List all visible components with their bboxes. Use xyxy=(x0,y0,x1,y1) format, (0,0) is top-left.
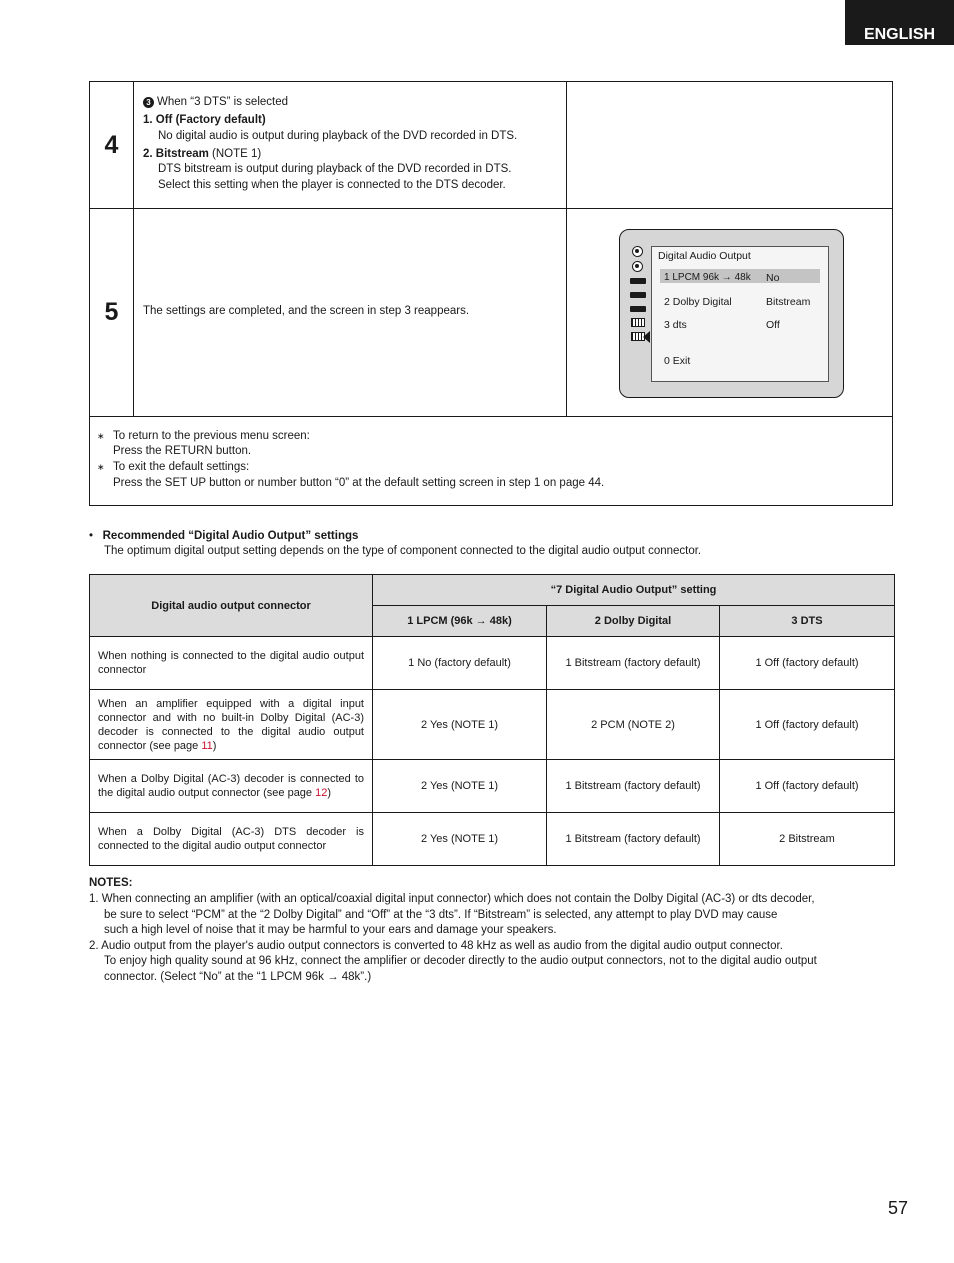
settings-table xyxy=(89,574,895,866)
settings-bar-icon xyxy=(630,278,646,284)
table-row xyxy=(90,690,895,760)
row-description: When nothing is connected to the digital audio output connector xyxy=(90,637,373,690)
cell-lpcm: 2 Yes (NOTE 1) xyxy=(373,813,547,866)
osd-exit: 0 Exit xyxy=(664,355,691,367)
disc-icon xyxy=(632,246,643,257)
note-1-title: To return to the previous menu screen: xyxy=(113,430,310,442)
step-4-text xyxy=(134,82,567,208)
step-5-description: The settings are completed, and the screen in step 3 reappears. xyxy=(143,305,470,317)
row-description: When a Dolby Digital (AC-3) decoder is connected to the digital audio output connector (see page 12) xyxy=(90,760,373,813)
selector-text: When “3 DTS” is selected xyxy=(157,96,289,108)
cell-lpcm: 2 Yes (NOTE 1) xyxy=(373,760,547,813)
page-link[interactable]: 12 xyxy=(315,787,328,799)
table-row xyxy=(90,637,895,690)
selector-line xyxy=(143,94,288,110)
osd-row-label: 2 Dolby Digital xyxy=(664,296,732,308)
cell-dts: 1 Off (factory default) xyxy=(720,760,895,813)
note-2-line-3: connector. (Select “No” at the “1 LPCM 96k → 48k”.) xyxy=(104,971,372,983)
language-tab: ENGLISH xyxy=(845,0,954,45)
note-2-action: Press the SET UP button or number button “0” at the default setting screen in step 1 on page 44. xyxy=(113,477,605,489)
row-description: When a Dolby Digital (AC-3) DTS decoder is connected to the digital audio output connector xyxy=(90,813,373,866)
note-1-line-3: such a high level of noise that it may be harmful to your ears and damage your speakers. xyxy=(104,924,557,936)
header-lpcm: 1 LPCM (96k → 48k) xyxy=(373,606,547,637)
pointer-icon xyxy=(643,331,650,343)
header-dolby: 2 Dolby Digital xyxy=(547,606,720,637)
notes-heading: NOTES: xyxy=(89,877,133,889)
cell-dolby: 1 Bitstream (factory default) xyxy=(547,760,720,813)
osd-screen xyxy=(619,229,844,398)
circled-number-icon: 3 xyxy=(143,97,154,108)
recommended-intro: The optimum digital output setting depends on the type of component connected to the digital audio output connector. xyxy=(104,545,702,557)
step-5-text xyxy=(134,209,567,416)
settings-bar-icon xyxy=(630,292,646,298)
header-connector: Digital audio output connector xyxy=(90,575,373,637)
cell-dolby: 1 Bitstream (factory default) xyxy=(547,813,720,866)
step-number: 4 xyxy=(90,82,134,208)
osd-row-label: 1 LPCM 96k → 48k xyxy=(664,272,751,283)
recommended-heading: • Recommended “Digital Audio Output” settings xyxy=(89,530,359,542)
cell-lpcm: 2 Yes (NOTE 1) xyxy=(373,690,547,760)
header-dts: 3 DTS xyxy=(720,606,895,637)
table-row xyxy=(90,760,895,813)
cell-dolby: 2 PCM (NOTE 2) xyxy=(547,690,720,760)
cell-dts: 1 Off (factory default) xyxy=(720,690,895,760)
osd-row-value: Bitstream xyxy=(766,296,811,308)
bullet-icon: ∗ xyxy=(97,462,105,472)
page-number: 57 xyxy=(888,1198,909,1218)
note-2-title: To exit the default settings: xyxy=(113,461,250,473)
osd-row-value: Off xyxy=(766,319,780,331)
cell-dolby: 1 Bitstream (factory default) xyxy=(547,637,720,690)
step-notes xyxy=(90,417,892,505)
page-link[interactable]: 11 xyxy=(201,739,213,752)
note-1-line-1: 1. When connecting an amplifier (with an optical/coaxial digital input connector) which does not contain the Dolby Digital (AC-3) or dts decoder, xyxy=(89,893,815,905)
option-2-desc-1: DTS bitstream is output during playback of the DVD recorded in DTS. xyxy=(158,163,512,175)
option-2-desc-2: Select this setting when the player is connected to the DTS decoder. xyxy=(158,179,506,191)
settings-bar-icon xyxy=(630,306,646,312)
bullet-icon: ∗ xyxy=(97,431,105,441)
step-number: 5 xyxy=(90,209,134,416)
note-1-line-2: be sure to select “PCM” at the “2 Dolby Digital” and “Off” at the “3 dts”. If “Bitstream” is selected, any attempt to play DVD may cause xyxy=(104,909,778,921)
osd-panel xyxy=(651,246,829,382)
audio-icon xyxy=(631,318,645,327)
option-1-title: 1. Off (Factory default) xyxy=(143,114,266,126)
option-2-title: 2. Bitstream (NOTE 1) xyxy=(143,148,262,160)
note-2-line-2: To enjoy high quality sound at 96 kHz, connect the amplifier or decoder directly to the audio output connectors, not to the digital audio output xyxy=(104,955,817,967)
option-1-desc: No digital audio is output during playback of the DVD recorded in DTS. xyxy=(158,130,518,142)
note-1-action: Press the RETURN button. xyxy=(113,445,252,457)
header-setting-group: “7 Digital Audio Output” setting xyxy=(373,575,895,606)
cell-dts: 2 Bitstream xyxy=(720,813,895,866)
osd-row-label: 3 dts xyxy=(664,319,687,331)
cell-dts: 1 Off (factory default) xyxy=(720,637,895,690)
step-4-row xyxy=(90,82,892,209)
osd-row-value: No xyxy=(766,272,780,284)
cell-lpcm: 1 No (factory default) xyxy=(373,637,547,690)
table-row xyxy=(90,813,895,866)
row-description: When an amplifier equipped with a digital input connector and with no built-in Dolby Digital (AC-3) decoder is connected to the digital audio output connector (see page 11) xyxy=(90,690,373,760)
disc-icon xyxy=(632,261,643,272)
note-2-line-1: 2. Audio output from the player's audio output connectors is converted to 48 kHz as well as audio from the digital audio output connector. xyxy=(89,940,783,952)
osd-title: Digital Audio Output xyxy=(658,250,751,262)
